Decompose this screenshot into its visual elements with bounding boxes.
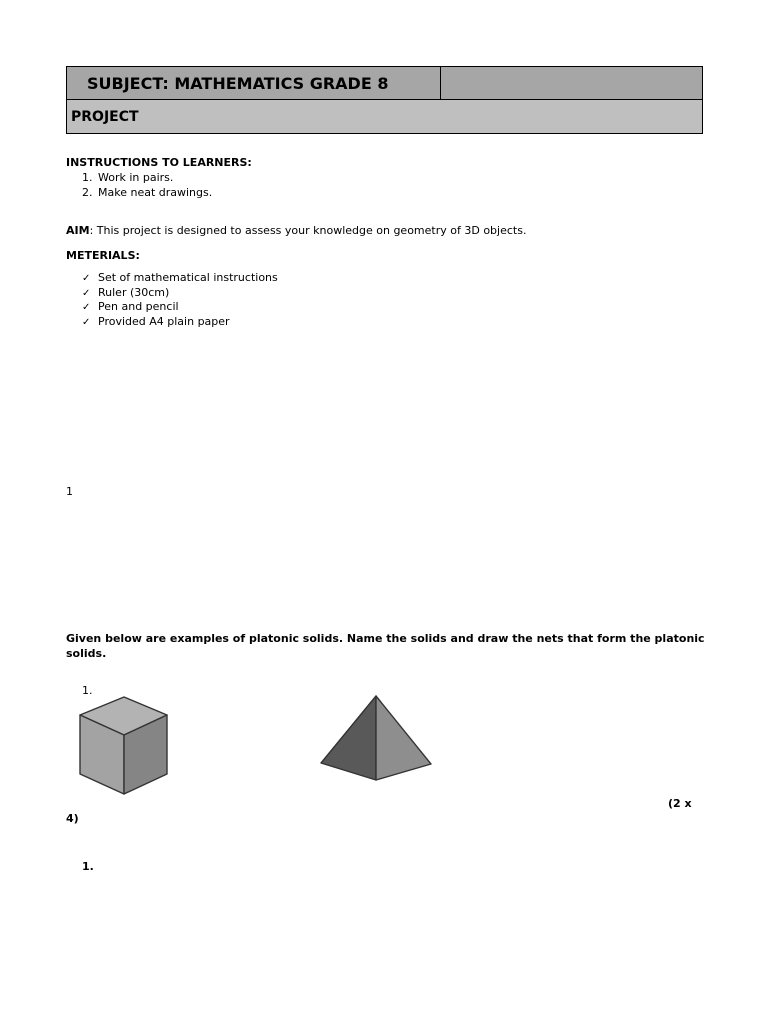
pyramid-icon — [318, 693, 434, 783]
list-item: ✓ Ruler (30cm) — [82, 286, 278, 301]
list-item: ✓ Pen and pencil — [82, 300, 278, 315]
list-item: 2. Make neat drawings. — [82, 185, 213, 199]
list-item: ✓ Set of mathematical instructions — [82, 271, 278, 286]
marks-label: (2 x — [668, 797, 692, 810]
aim-text: : This project is designed to assess your knowledge on geometry of 3D objects. — [89, 224, 527, 237]
aim-paragraph — [66, 223, 526, 238]
instructions-list — [82, 171, 212, 200]
header-table — [66, 66, 703, 134]
project-label: PROJECT — [67, 100, 703, 134]
materials-list — [82, 271, 278, 329]
list-item: ✓ Provided A4 plain paper — [82, 315, 278, 330]
marks-label-continued: 4) — [66, 812, 79, 825]
check-icon: ✓ — [82, 316, 91, 328]
instructions-heading: INSTRUCTIONS TO LEARNERS: — [66, 156, 252, 169]
aim-label: AIM — [66, 224, 90, 237]
page-number: 1 — [66, 485, 73, 498]
materials-heading: METERIALS: — [66, 249, 140, 262]
subject-title: SUBJECT: MATHEMATICS GRADE 8 — [67, 67, 441, 100]
cube-icon — [74, 694, 174, 798]
check-icon: ✓ — [82, 302, 91, 313]
check-icon: ✓ — [82, 273, 91, 284]
list-item: 1. Work in pairs. — [82, 171, 174, 184]
question-item-number: 1. — [82, 684, 93, 697]
answer-item-number: 1. — [82, 860, 94, 873]
header-empty-cell — [441, 67, 703, 100]
question-text: Given below are examples of platonic solids. Name the solids and draw the nets that form the platonic solids. — [66, 632, 705, 660]
check-icon: ✓ — [82, 287, 91, 299]
